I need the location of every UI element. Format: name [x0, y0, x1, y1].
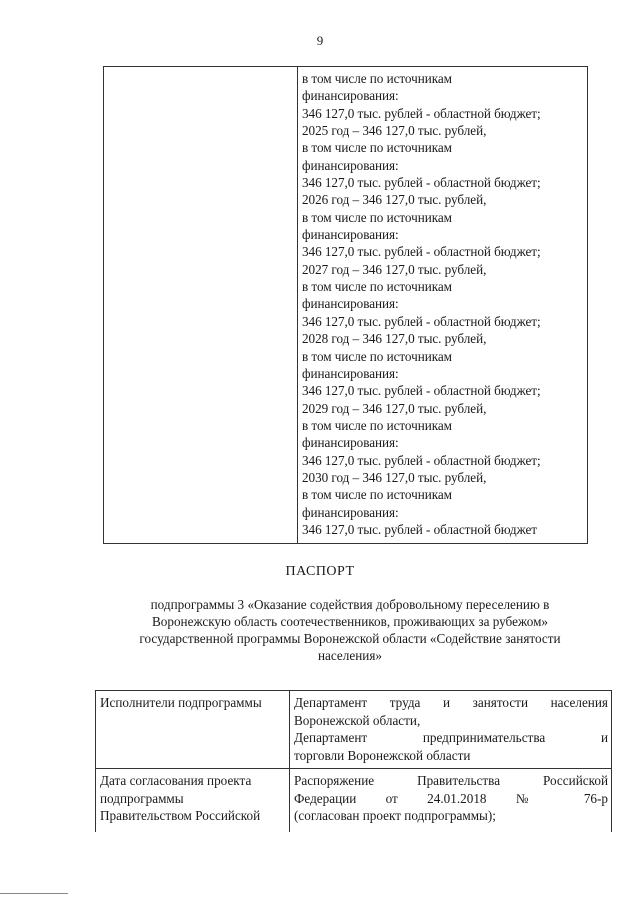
financing-line: 2027 год – 346 127,0 тыс. рублей, [302, 261, 487, 277]
passport-title: ПАСПОРТ [285, 564, 355, 579]
subtitle-line: Воронежскую область соотечественников, проживающих за рубежом» [151, 614, 549, 629]
financing-continuation-table [103, 66, 588, 544]
executors-label: Исполнители подпрограммы [96, 691, 290, 769]
financing-line: в том числе по источникам [302, 348, 452, 364]
financing-line: 2030 год – 346 127,0 тыс. рублей, [302, 469, 487, 485]
financing-line: 2028 год – 346 127,0 тыс. рублей, [302, 331, 487, 347]
executors-line: торговли Воронежской области [294, 747, 471, 763]
passport-table [95, 690, 612, 832]
financing-line: в том числе по источникам [302, 487, 452, 503]
financing-line: финансирования: [302, 157, 399, 173]
financing-line: в том числе по источникам [302, 279, 452, 295]
approval-date-label [96, 769, 290, 833]
scan-edge-mark [0, 893, 68, 894]
passport-subtitle [100, 596, 600, 664]
financing-line: в том числе по источникам [302, 417, 452, 433]
empty-label-cell [104, 67, 298, 544]
financing-line: финансирования: [302, 435, 399, 451]
financing-line: 2029 год – 346 127,0 тыс. рублей, [302, 400, 487, 416]
financing-line: финансирования: [302, 296, 399, 312]
financing-line: финансирования: [302, 88, 399, 104]
financing-line: финансирования: [302, 365, 399, 381]
financing-line: 346 127,0 тыс. рублей - областной бюджет; [302, 175, 541, 191]
approval-label-line: подпрограммы [100, 790, 184, 806]
executors-value [290, 691, 612, 769]
executors-line: Воронежской области, [294, 712, 421, 728]
financing-line: 346 127,0 тыс. рублей - областной бюджет; [302, 244, 541, 260]
approval-label-line: Дата согласования проекта [100, 773, 252, 788]
approval-value-line: Федерации от 24.01.2018 № 76-р [294, 790, 608, 806]
financing-line: в том числе по источникам [302, 71, 452, 86]
executors-line: Департамент труда и занятости населения [294, 695, 608, 710]
approval-date-value [290, 769, 612, 833]
financing-line: 2026 год – 346 127,0 тыс. рублей, [302, 192, 487, 208]
approval-value-line: Распоряжение Правительства Российской [294, 773, 608, 788]
financing-line: 346 127,0 тыс. рублей - областной бюджет; [302, 383, 541, 399]
financing-line: 346 127,0 тыс. рублей - областной бюджет; [302, 313, 541, 329]
subtitle-line: подпрограммы 3 «Оказание содействия добровольному переселению в [150, 597, 550, 612]
approval-value-line: (согласован проект подпрограммы); [294, 808, 496, 823]
financing-line: 346 127,0 тыс. рублей - областной бюджет; [302, 452, 541, 468]
financing-line: 346 127,0 тыс. рублей - областной бюджет [302, 521, 538, 537]
subtitle-line: государственной программы Воронежской области «Содействие занятости [139, 631, 561, 646]
financing-line: финансирования: [302, 227, 399, 243]
financing-line: в том числе по источникам [302, 209, 452, 225]
table-row [96, 769, 612, 833]
financing-line: 346 127,0 тыс. рублей - областной бюджет; [302, 105, 541, 121]
executors-line: Департамент предпринимательства и [294, 730, 608, 745]
financing-line: в том числе по источникам [302, 140, 452, 156]
financing-line: 2025 год – 346 127,0 тыс. рублей, [302, 123, 487, 139]
page-number: 9 [316, 33, 324, 48]
approval-label-line: Правительством Российской [100, 808, 261, 823]
financing-cell [298, 67, 588, 544]
financing-line: финансирования: [302, 504, 399, 520]
table-row [96, 691, 612, 769]
subtitle-line: населения» [318, 648, 382, 663]
